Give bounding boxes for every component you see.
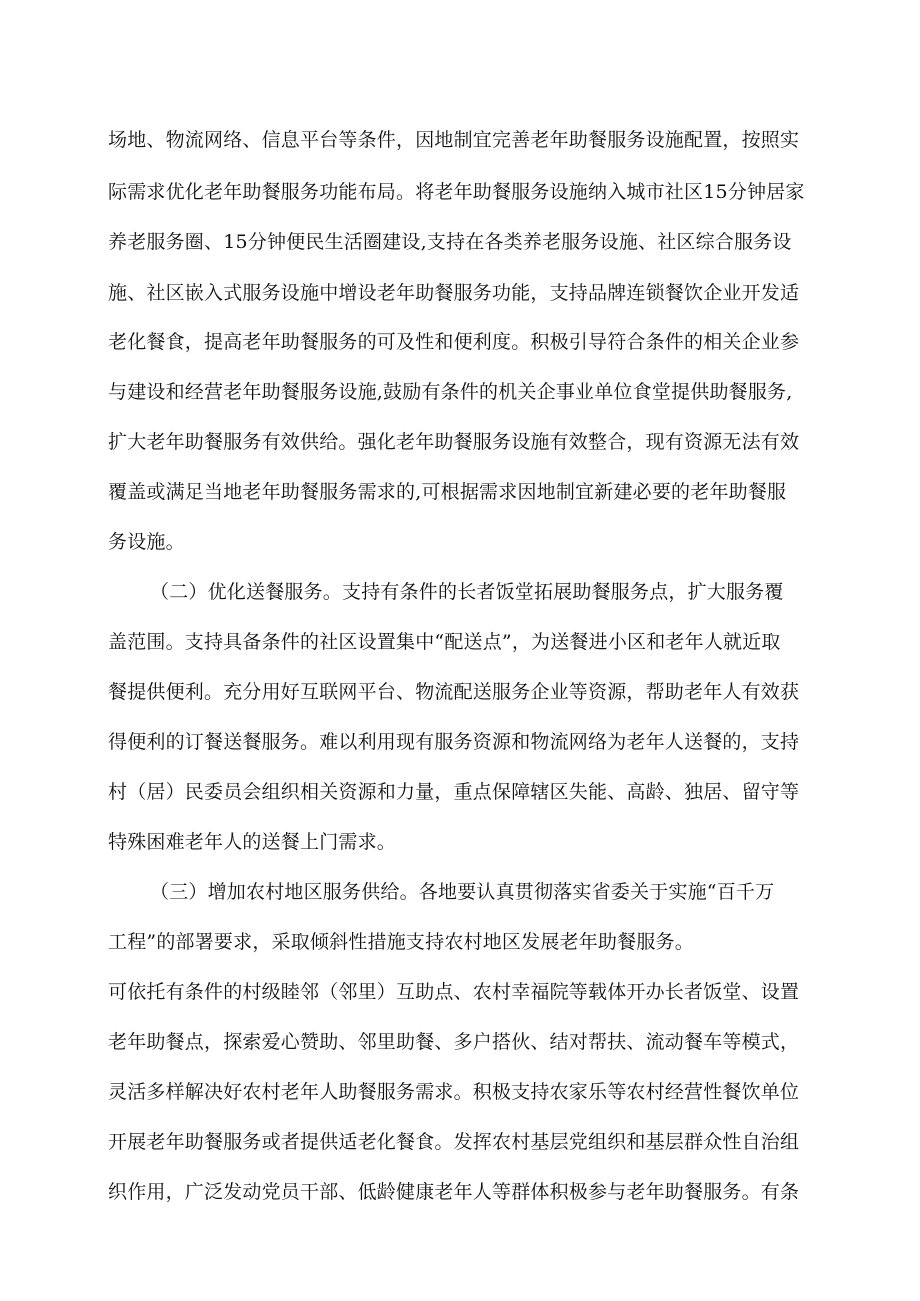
text-line-19: 老年助餐点，探索爱心赞助、邻里助餐、多户搭伙、结对帮扶、流动餐车等模式， [108,1031,800,1053]
text-line-3: 养老服务圈、15分钟便民生活圈建设,支持在各类养老服务设施、社区综合服务设 [108,231,792,253]
text-line-14: 村（居）民委员会组织相关资源和力量，重点保障辖区失能、高龄、独居、留守等 [108,781,800,803]
section-2-heading-line: （二）优化送餐服务。支持有条件的长者饭堂拓展助餐服务点，扩大服务覆 [150,581,784,603]
text-line-7: 扩大老年助餐服务有效供给。强化老年助餐服务设施有效整合，现有资源无法有效 [108,431,800,453]
text-line-12: 餐提供便利。充分用好互联网平台、物流配送服务企业等资源，帮助老年人有效获 [108,681,800,703]
text-line-9: 务设施。 [108,531,185,553]
text-line-5: 老化餐食，提高老年助餐服务的可及性和便利度。积极引导符合条件的相关企业参 [108,331,800,353]
text-line-21: 开展老年助餐服务或者提供适老化餐食。发挥农村基层党组织和基层群众性自治组 [108,1131,800,1153]
text-line-4: 施、社区嵌入式服务设施中增设老年助餐服务功能，支持品牌连锁餐饮企业开发适 [108,282,800,304]
text-line-8: 覆盖或满足当地老年助餐服务需求的,可根据需求因地制宜新建必要的老年助餐服 [108,481,787,503]
text-line-18: 可依托有条件的村级睦邻（邻里）互助点、农村幸福院等载体开办长者饭堂、设置 [108,981,800,1003]
text-line-1: 场地、物流网络、信息平台等条件，因地制宜完善老年助餐服务设施配置，按照实 [108,129,800,151]
text-line-17: 工程”的部署要求，采取倾斜性措施支持农村地区发展老年助餐服务。 [108,931,694,953]
text-line-6: 与建设和经营老年助餐服务设施,鼓励有条件的机关企事业单位食堂提供助餐服务, [108,381,793,403]
text-line-22: 织作用，广泛发动党员干部、低龄健康老年人等群体积极参与老年助餐服务。有条 [108,1181,800,1203]
text-line-11: 盖范围。支持具备条件的社区设置集中“配送点”，为送餐进小区和老年人就近取 [108,631,781,653]
text-line-13: 得便利的订餐送餐服务。难以利用现有服务资源和物流网络为老年人送餐的，支持 [108,731,800,753]
text-line-2: 际需求优化老年助餐服务功能布局。将老年助餐服务设施纳入城市社区15分钟居家 [108,181,805,203]
text-line-20: 灵活多样解决好农村老年人助餐服务需求。积极支持农家乐等农村经营性餐饮单位 [108,1081,800,1103]
section-3-heading-line: （三）增加农村地区服务供给。各地要认真贯彻落实省委关于实施“百千万 [150,881,775,903]
text-line-15: 特殊困难老年人的送餐上门需求。 [108,831,397,853]
